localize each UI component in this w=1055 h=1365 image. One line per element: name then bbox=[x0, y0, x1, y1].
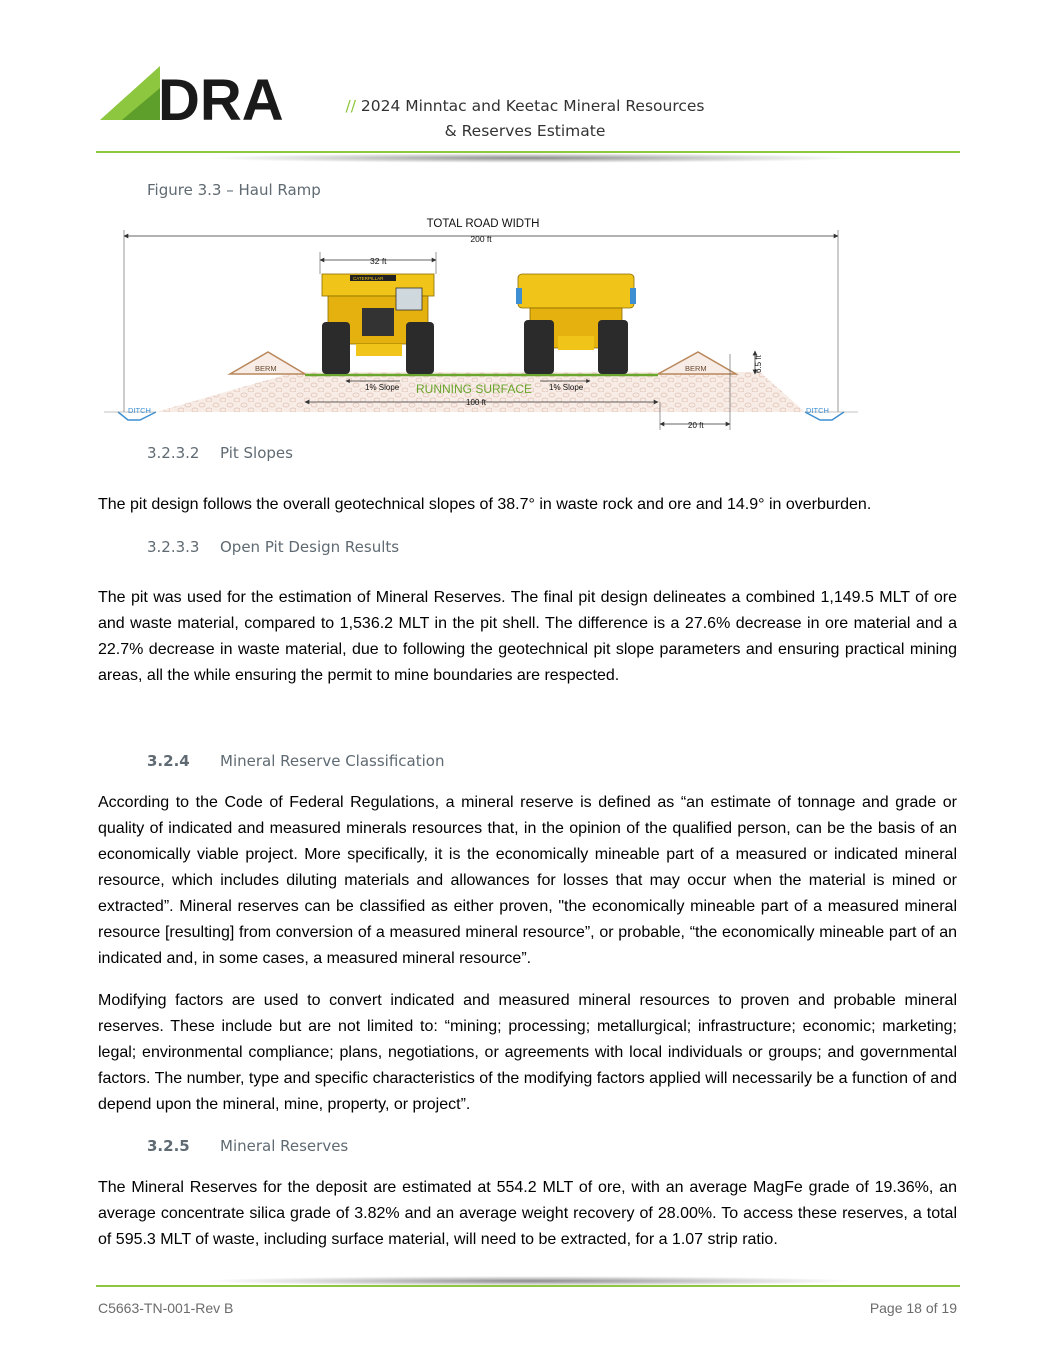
haul-truck-front bbox=[322, 274, 434, 374]
logo-text: DRA bbox=[158, 68, 284, 122]
paragraph-pit-slopes: The pit design follows the overall geotechnical slopes of 38.7° in waste rock and ore and 14.9° in overburden. bbox=[98, 496, 872, 513]
width-32-label: 32 ft bbox=[370, 256, 387, 266]
paragraph-reserve-definition: According to the Code of Federal Regulations, a mineral reserve is defined as “an estimate of tonnage and grade or quality of indicated and measured minerals resources that, in the opinion of the qualified person, can be the basis of an economically viable project. More specifically, it is the economically mineable part of a measured or indicated mineral resource, which includes diluting materials and allowances for losses that may occur when the material is mined or extracted”. Mineral reserves can be classified as either proven, "the economically mineable part of a measured mineral resource [resulting] from conversion of a measured mineral resource”, or probable, “the economically mineable part of an indicated and, in some cases, a measured mineral resource”. bbox=[98, 794, 957, 967]
section-number: 3.2.4 bbox=[147, 752, 190, 770]
width-200-label: 200 ft bbox=[470, 234, 492, 244]
figure-caption bbox=[147, 181, 321, 199]
footer-page-number: Page 18 of 19 bbox=[869, 1300, 957, 1316]
footer-doc-id: C5663-TN-001-Rev B bbox=[98, 1300, 234, 1316]
title-line-1: 2024 Minntac and Keetac Mineral Resources bbox=[360, 97, 705, 115]
haul-truck-rear bbox=[516, 274, 636, 374]
header-shadow bbox=[200, 153, 860, 163]
width-100-label: 100 ft bbox=[466, 398, 487, 407]
paragraph-open-pit-design-results: The pit was used for the estimation of Mineral Reserves. The final pit design delineates a combined 1,149.5 MLT of ore and waste material, compared to 1,536.2 MLT in the pit shell. The difference is a 27.6% decrease in ore material and a 22.7% decrease in waste material, due to following the geotechnical pit slope parameters and ensuring practical mining areas, all the while ensuring the permit to mine boundaries are respected. bbox=[98, 589, 957, 684]
section-title: Open Pit Design Results bbox=[220, 538, 400, 556]
section-title: Pit Slopes bbox=[220, 444, 293, 462]
section-number: 3.2.3.3 bbox=[147, 538, 200, 556]
section-title: Mineral Reserve Classification bbox=[220, 752, 445, 770]
title-line-2: & Reserves Estimate bbox=[444, 122, 606, 140]
ditch-right-label: DITCH bbox=[806, 406, 829, 415]
width-20-label: 20 ft bbox=[688, 421, 704, 430]
paragraph-mineral-reserves: The Mineral Reserves for the deposit are estimated at 554.2 MLT of ore, with an average MagFe grade of 19.36%, an average concentrate silica grade of 3.82% and an average weight recovery of 28.00%. To access these reserves, a total of 595.3 MLT of waste, including surface material, will need to be extracted, for a 1.07 strip ratio. bbox=[98, 1179, 957, 1248]
caption-title: Haul Ramp bbox=[238, 181, 321, 199]
haul-ramp-figure bbox=[100, 212, 860, 437]
heading-mineral-reserve-classification bbox=[147, 752, 444, 770]
height-65-label: 6.5 ft bbox=[754, 355, 763, 373]
berm-left-label: BERM bbox=[255, 364, 277, 373]
ditch-left-label: DITCH bbox=[128, 406, 151, 415]
footer-rule bbox=[96, 1285, 960, 1287]
section-title: Mineral Reserves bbox=[220, 1137, 349, 1155]
paragraph-modifying-factors: Modifying factors are used to convert indicated and measured mineral resources to proven and probable mineral reserves. These include but are not limited to: “mining; processing; metallurgical; infrastructure; economic; marketing; legal; environmental compliance; plans, negotiations, or agreements with local individuals or groups; and governmental factors. The number, type and specific characteristics of the modifying factors applied will necessarily be a function of and depend upon the mineral, mine, property, or project”. bbox=[98, 992, 957, 1113]
truck-brand-label: CATERPILLAR bbox=[353, 276, 384, 281]
heading-mineral-reserves bbox=[147, 1137, 348, 1155]
document-title bbox=[330, 94, 720, 144]
berm-right-label: BERM bbox=[685, 364, 707, 373]
caption-dash: – bbox=[226, 181, 234, 199]
section-number: 3.2.5 bbox=[147, 1137, 190, 1155]
caption-prefix: Figure 3.3 bbox=[147, 181, 222, 199]
section-number: 3.2.3.2 bbox=[147, 444, 200, 462]
dra-logo bbox=[100, 66, 318, 122]
heading-open-pit-design-results bbox=[147, 538, 399, 556]
heading-pit-slopes bbox=[147, 444, 293, 462]
slope-left-label: 1% Slope bbox=[365, 383, 400, 392]
total-road-width-label: TOTAL ROAD WIDTH bbox=[426, 218, 540, 230]
title-slashes: // bbox=[345, 97, 356, 115]
running-surface-label: RUNNING SURFACE bbox=[416, 382, 533, 396]
slope-right-label: 1% Slope bbox=[549, 383, 584, 392]
